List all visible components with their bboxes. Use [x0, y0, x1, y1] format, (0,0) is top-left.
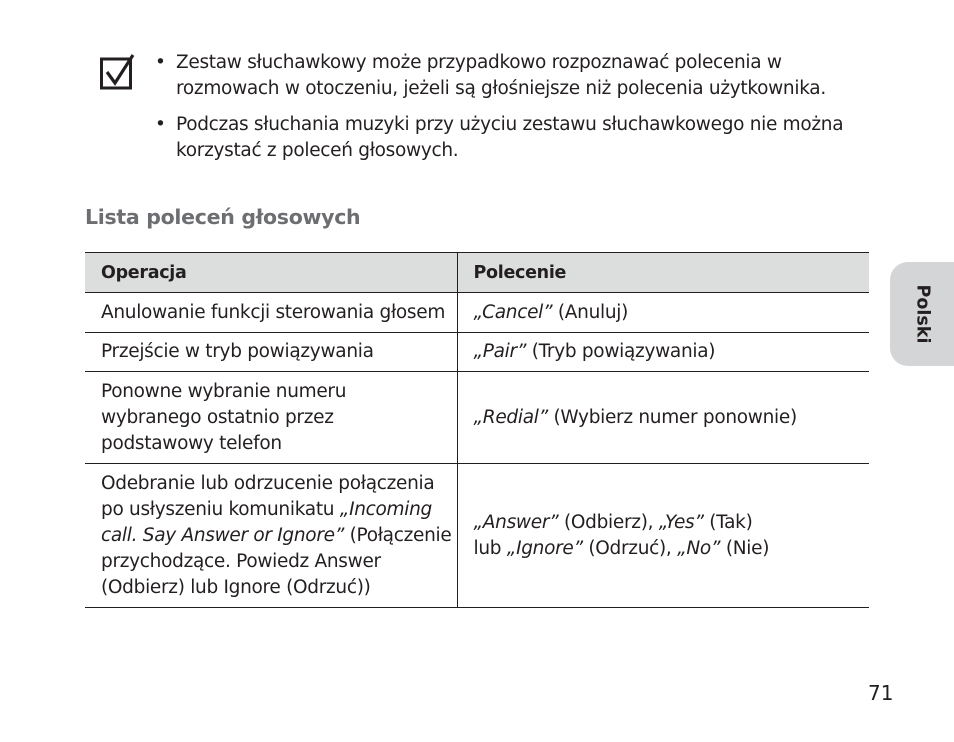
table-row [85, 372, 869, 464]
note-item: • Podczas słuchania muzyki przy użyciu zestawu słuchawkowego nie można korzystać z poleceń głosowych. [155, 114, 844, 161]
command-cell: „Pair” (Tryb powiązywania) [457, 333, 869, 372]
note-item-line: Podczas słuchania muzyki przy użyciu zestawu słuchawkowego nie można [176, 114, 844, 135]
operation-cell: Odebranie lub odrzucenie połączenia po usłyszeniu komunikatu „Incoming call. Say Answer or Ignore” (Połączenie przychodzące. Powiedz Answer (Odbierz) lub Ignore (Odrzuć)) [85, 464, 457, 608]
note-list [152, 50, 872, 174]
note-item-line: korzystać z poleceń głosowych. [176, 140, 459, 161]
table-row [85, 293, 869, 333]
language-side-tab [890, 262, 954, 366]
language-label: Polski [912, 284, 932, 344]
command-cell: „Answer” (Odbierz), „Yes” (Tak) lub „Ignore” (Odrzuć), „No” (Nie) [457, 464, 869, 608]
operation-cell: Ponowne wybranie numeru wybranego ostatnio przez podstawowy telefon [85, 372, 457, 464]
operation-cell: Anulowanie funkcji sterowania głosem [85, 293, 457, 333]
note-item-line: Zestaw słuchawkowy może przypadkowo rozpoznawać polecenia w [176, 52, 782, 73]
note-item: • Zestaw słuchawkowy może przypadkowo rozpoznawać polecenia w rozmowach w otoczeniu, jeżeli są głośniejsze niż polecenia użytkownika. [155, 52, 826, 99]
page-number: 71 [868, 681, 894, 705]
table-row [85, 333, 869, 372]
table-header-row [85, 253, 869, 293]
command-cell: „Redial” (Wybierz numer ponownie) [457, 372, 869, 464]
operation-cell: Przejście w tryb powiązywania [85, 333, 457, 372]
note-checkmark-icon [100, 54, 136, 90]
note-item-line: rozmowach w otoczeniu, jeżeli są głośniejsze niż polecenia użytkownika. [176, 78, 826, 99]
section-title: Lista poleceń głosowych [85, 205, 361, 229]
command-cell: „Cancel” (Anuluj) [457, 293, 869, 333]
column-header-operation: Operacja [85, 253, 457, 293]
column-header-command: Polecenie [457, 253, 869, 293]
table-row [85, 464, 869, 608]
voice-commands-table [85, 252, 869, 608]
